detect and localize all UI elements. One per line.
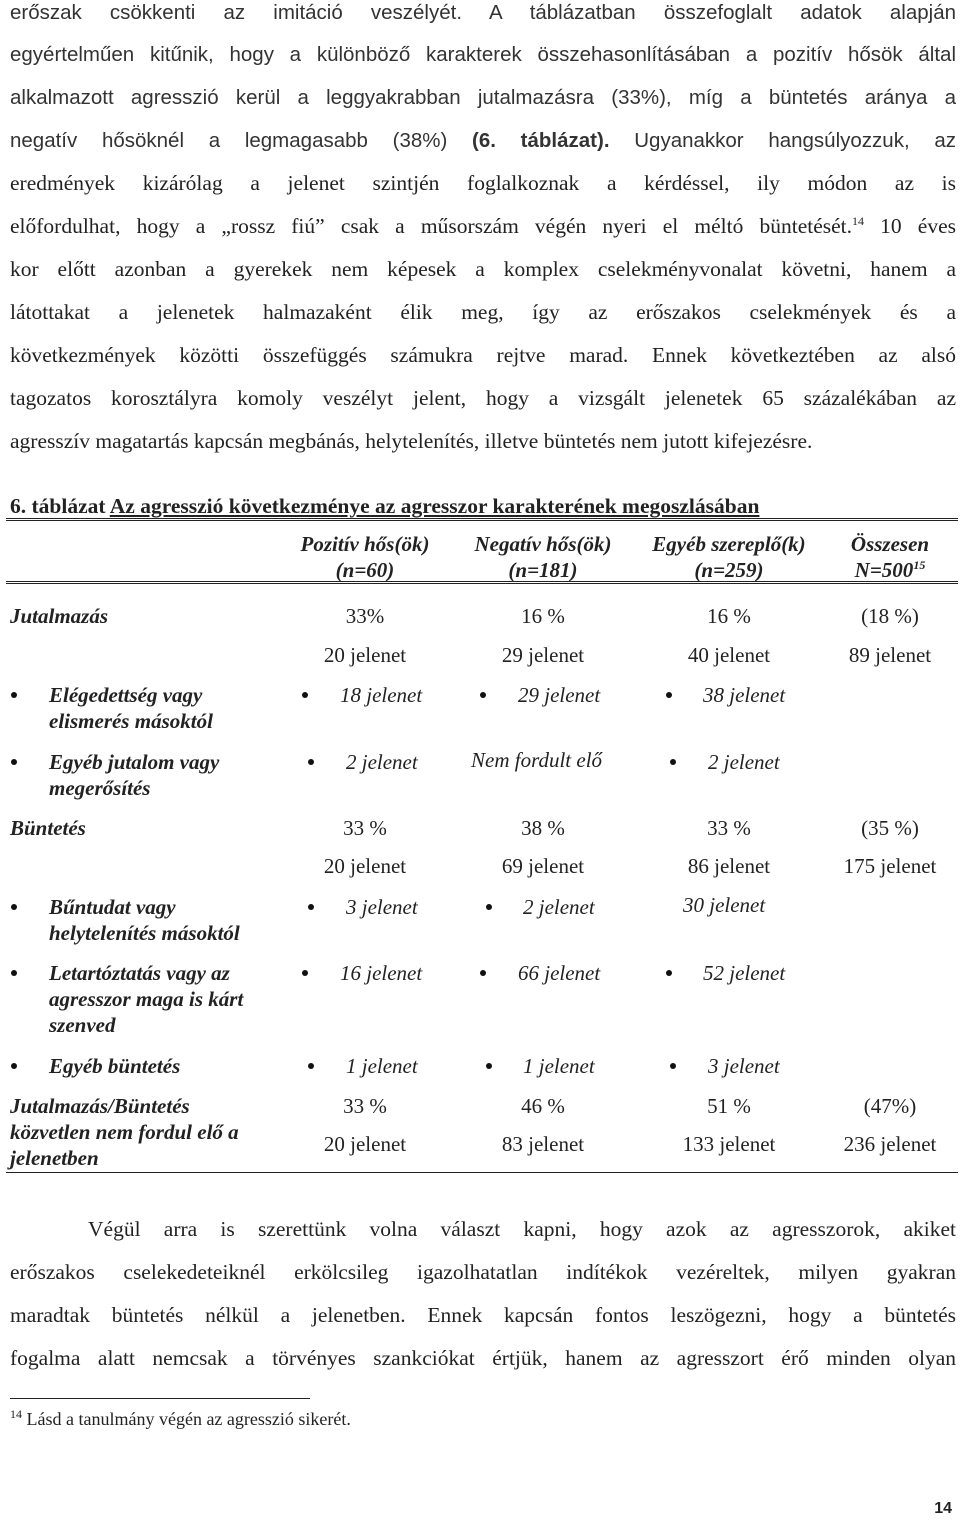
footnote: [10, 1409, 351, 1430]
footnote-ref: 15: [913, 558, 926, 572]
bullet-icon: [486, 1063, 492, 1069]
table-cell: 3 jelenet: [346, 895, 418, 919]
header-total-n: [820, 557, 960, 583]
row-label-mixed: közvetlen nem fordul elő a: [10, 1120, 239, 1144]
table-bottom-rule: [6, 1172, 958, 1173]
table-cell: 29 jelenet: [501, 643, 585, 667]
table-cell: Nem fordult elő: [471, 748, 603, 772]
text-line: eredmények kizárólag a jelenet szintjén foglalkoznak a kérdéssel, ily módon az is: [10, 171, 956, 195]
text-segment: előfordulhat, hogy a „rossz fiú” csak a műsorszám végén nyeri el méltó büntetését.: [10, 214, 853, 238]
bullet-icon: [666, 692, 672, 698]
header-total-n-value: N=500: [854, 558, 914, 582]
sub-label: megerősítés: [49, 776, 151, 800]
table-cell: (35 %): [861, 816, 919, 840]
bullet-icon: [308, 759, 314, 765]
table-cell: (18 %): [861, 604, 919, 628]
text-line: maradtak büntetés nélkül a jelenetben. Ennek kapcsán fontos leszögezni, hogy a büntetés: [10, 1303, 956, 1327]
header-positive: Pozitív hős(ök): [300, 532, 430, 556]
table-cell: 16 %: [707, 604, 751, 628]
table-cell: 2 jelenet: [708, 750, 780, 774]
text-segment: negatív hősöknél a legmagasabb (38%): [10, 129, 448, 152]
text-line: alkalmazott agresszió kerül a leggyakrabban jutalmazásra (33%), míg a büntetés aránya a: [10, 86, 956, 109]
table-cell: 69 jelenet: [501, 854, 585, 878]
text-line: [10, 214, 956, 239]
table-cell: 175 jelenet: [843, 854, 937, 878]
table-cell: 33 %: [343, 816, 387, 840]
bullet-icon: [302, 692, 308, 698]
header-other-n: (n=259): [694, 558, 764, 582]
row-label-reward: Jutalmazás: [10, 604, 109, 628]
table-cell: 16 %: [521, 604, 565, 628]
table-cell: 2 jelenet: [346, 750, 418, 774]
text-line: fogalma alatt nemcsak a törvényes szankciókat értjük, hanem az agresszort érő minden olyan: [10, 1346, 956, 1370]
table-cell: 51 %: [707, 1094, 751, 1118]
table-cell: 38 jelenet: [703, 683, 786, 707]
table-cell: 66 jelenet: [518, 961, 601, 985]
header-total: Összesen: [850, 532, 930, 556]
text-line: erőszak csökkenti az imitáció veszélyét. A táblázatban összefoglalt adatok alapján: [10, 1, 956, 24]
table-cell: 20 jelenet: [323, 643, 407, 667]
bullet-icon: [486, 904, 492, 910]
bullet-icon: [302, 970, 308, 976]
row-label-mixed: jelenetben: [10, 1146, 99, 1170]
table-cell: 18 jelenet: [340, 683, 423, 707]
bullet-icon: [308, 904, 314, 910]
bullet-icon: [670, 1063, 676, 1069]
bullet-icon: [480, 970, 486, 976]
text-line: látottakat a jelenetek halmazaként élik meg, így az erőszakos cselekmények és a: [10, 300, 956, 324]
header-negative-n: (n=181): [508, 558, 578, 582]
table-cell: 16 jelenet: [340, 961, 423, 985]
text-line: Végül arra is szerettünk volna választ kapni, hogy azok az agresszorok, akiket: [88, 1217, 956, 1241]
header-negative: Negatív hős(ök): [474, 532, 612, 556]
sub-label: agresszor maga is kárt: [49, 987, 244, 1011]
table-number: 6. táblázat: [10, 494, 106, 518]
table-header-rule: [6, 581, 958, 584]
table-reference: (6. táblázat).: [472, 129, 610, 152]
table-cell: 236 jelenet: [843, 1132, 937, 1156]
table-cell: 86 jelenet: [687, 854, 771, 878]
text-line: agresszív magatartás kapcsán megbánás, helytelenítés, illetve büntetés nem jutott kifejezésre.: [10, 429, 813, 453]
table-caption: Az agresszió következménye az agresszor karakterének megoszlásában: [109, 494, 760, 518]
table-cell: (47%): [863, 1094, 917, 1118]
header-positive-n: (n=60): [335, 558, 395, 582]
footnote-number: 14: [10, 1407, 22, 1421]
table-cell: 2 jelenet: [523, 895, 595, 919]
footnote-text: Lásd a tanulmány végén az agresszió sikerét.: [22, 1409, 351, 1429]
footnote-rule: [10, 1398, 310, 1399]
bullet-icon: [11, 759, 17, 765]
table-cell: 83 jelenet: [501, 1132, 585, 1156]
bullet-icon: [11, 904, 17, 910]
sub-label: Egyéb büntetés: [49, 1054, 181, 1078]
table-cell: 33 %: [707, 816, 751, 840]
sub-label: Bűntudat vagy: [49, 895, 176, 919]
table-cell: 33 %: [343, 1094, 387, 1118]
table-cell: 33%: [345, 604, 385, 628]
text-line: következmények közötti összefüggés számukra rejtve marad. Ennek következtében az alsó: [10, 343, 956, 367]
text-line: tagozatos korosztályra komoly veszélyt jelent, hogy a vizsgált jelenetek 65 százalékában az: [10, 386, 956, 410]
table-cell: 52 jelenet: [703, 961, 786, 985]
bullet-icon: [670, 759, 676, 765]
sub-label: Egyéb jutalom vagy: [49, 750, 220, 774]
text-segment: Ugyanakkor hangsúlyozzuk, az: [634, 129, 956, 152]
table-cell: 89 jelenet: [848, 643, 932, 667]
table-cell: 29 jelenet: [518, 683, 601, 707]
table-cell: 1 jelenet: [523, 1054, 595, 1078]
sub-label: Elégedettség vagy: [49, 683, 203, 707]
table-cell: 133 jelenet: [682, 1132, 776, 1156]
text-line: egyértelműen kitűnik, hogy a különböző karakterek összehasonlításában a pozitív hősök által: [10, 43, 956, 66]
table-cell: 20 jelenet: [323, 1132, 407, 1156]
bullet-icon: [480, 692, 486, 698]
bullet-icon: [666, 970, 672, 976]
table-title: [10, 494, 759, 519]
bullet-icon: [11, 970, 17, 976]
table-cell: 1 jelenet: [346, 1054, 418, 1078]
text-line: [10, 128, 956, 153]
bullet-icon: [11, 692, 17, 698]
page-number: 14: [934, 1500, 952, 1517]
table-cell: 46 %: [521, 1094, 565, 1118]
bullet-icon: [308, 1063, 314, 1069]
row-label-mixed: Jutalmazás/Büntetés: [10, 1094, 190, 1118]
text-line: kor előtt azonban a gyerekek nem képesek a komplex cselekményvonalat követni, hanem a: [10, 257, 956, 281]
header-other: Egyéb szereplő(k): [652, 532, 806, 556]
table-cell: 20 jelenet: [323, 854, 407, 878]
bullet-icon: [11, 1063, 17, 1069]
table-cell: 30 jelenet: [683, 893, 766, 917]
sub-label: Letartóztatás vagy az: [49, 961, 230, 985]
sub-label: helytelenítés másoktól: [49, 921, 240, 945]
table-top-rule: [6, 518, 958, 521]
table-cell: 38 %: [521, 816, 565, 840]
sub-label: szenved: [49, 1013, 116, 1037]
row-label-punishment: Büntetés: [10, 816, 86, 840]
sub-label: elismerés másoktól: [49, 709, 213, 733]
text-line: erőszakos cselekedeteiknél erkölcsileg igazolhatatlan indítékok vezéreltek, milyen gyakran: [10, 1260, 956, 1284]
table-cell: 40 jelenet: [687, 643, 771, 667]
text-segment: 10 éves: [864, 214, 956, 238]
footnote-ref: 14: [852, 213, 865, 228]
table-cell: 3 jelenet: [708, 1054, 780, 1078]
